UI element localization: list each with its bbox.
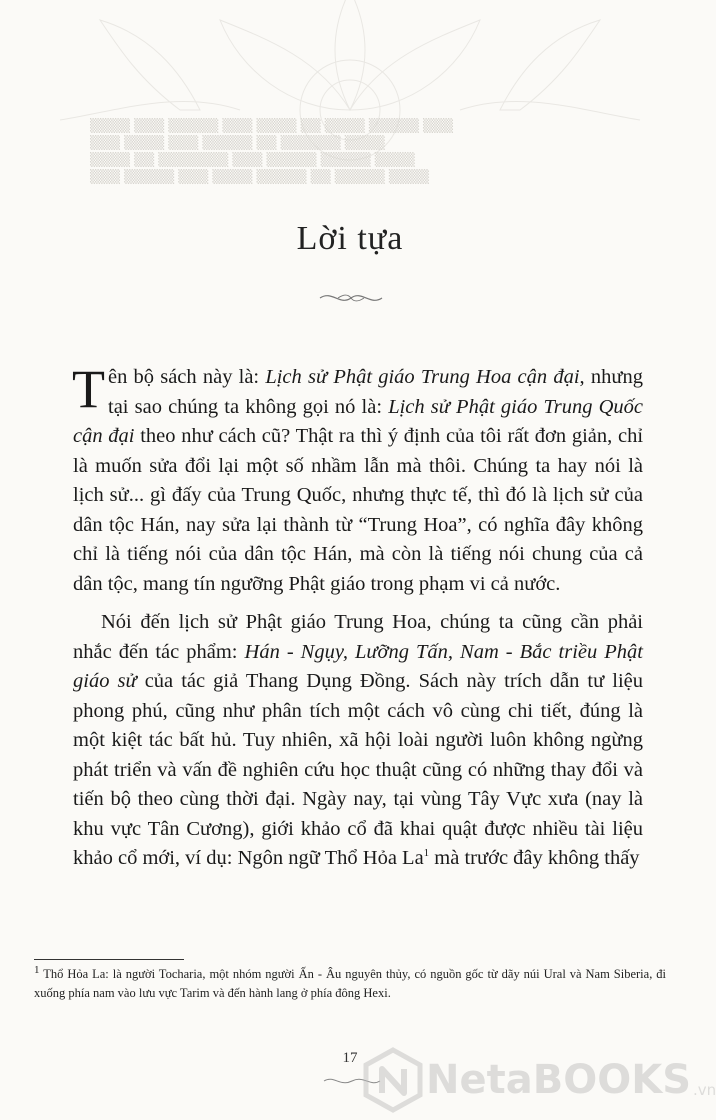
footnote-divider: [34, 959, 184, 960]
preface-body: [72, 359, 644, 874]
watermark-brand: NetaBOOKS: [426, 1057, 692, 1103]
netabooks-n-logo-icon: [362, 1047, 424, 1113]
title-flourish-icon: [318, 288, 384, 308]
bleed-through-text: ▒▒▒▒ ▒▒▒ ▒▒▒▒▒ ▒▒▒ ▒▒▒▒ ▒▒ ▒▒▒▒ ▒▒▒▒▒ ▒▒▒ ▒▒▒ ▒▒▒▒ ▒▒▒ ▒▒▒▒▒ ▒▒ ▒▒▒▒▒▒ ▒▒▒▒ ▒▒▒▒ ▒▒ ▒▒▒▒▒▒▒ ▒▒▒ ▒▒▒▒▒ ▒▒▒▒▒ ▒▒▒▒ ▒▒▒ ▒▒▒▒▒ ▒▒▒ ▒▒▒▒ ▒▒▒▒▒ ▒▒ ▒▒▒▒▒ ▒▒▒▒: [90, 119, 453, 185]
watermark: [362, 1045, 716, 1115]
paragraph-2: Nói đến lịch sử Phật giáo Trung Hoa, chúng ta cũng cần phải nhắc đến tác phẩm: Hán - Ngụy, Lưỡng Tấn, Nam - Bắc triều Phật giáo sử của tác giả Thang Dụng Đồng. Sách này trích dẫn tư liệu phong phú, cũng như phân tích một cách vô cùng chi tiết, đúng là một kiệt tác bất hủ. Tuy nhiên, xã hội loài người luôn không ngừng phát triển và vấn đề nghiên cứu học thuật cũng có những thay đổi và tiến bộ theo cùng thời đại. Ngày nay, tại vùng Tây Vực xưa (nay là khu vực Tân Cương), giới khảo cổ đã khai quật được nhiều tài liệu khảo cổ mới, ví dụ: Ngôn ngữ Thổ Hỏa La$^1$ mà trước đây không thấy: [73, 611, 643, 869]
paragraph-1: Tên bộ sách này là: Lịch sử Phật giáo Trung Hoa cận đại, nhưng tại sao chúng ta không gọi nó là: Lịch sử Phật giáo Trung Quốc cận đại theo như cách cũ? Thật ra thì ý định của tôi rất đơn giản, chỉ là muốn sửa đổi lại một số nhầm lẫn mà thôi. Chúng ta hay nói là lịch sử... gì đấy của Trung Quốc, nhưng thực tế, thì đó là lịch sử của dân tộc Hán, nay sửa lại thành từ “Trung Hoa”, có nghĩa đây không chỉ là tiếng nói của dân tộc Hán, mà còn là tiếng nói chung của cả dân tộc, mang tín ngưỡng Phật giáo trong phạm vi cả nước.: [72, 359, 644, 595]
page-title: Lời tựa: [296, 220, 404, 257]
footnote-reference[interactable]: 1: [423, 847, 430, 860]
drop-cap: T: [72, 359, 105, 419]
footnote: $^1$ Thổ Hỏa La: là người Tocharia, một nhóm người Ấn - Âu nguyên thủy, có nguồn gốc từ dãy núi Ural và Nam Siberia, đi xuống phía nam vào lưu vực Tarim và đến hành lang ở phía đông Hexi.: [34, 963, 666, 1000]
watermark-suffix: .vn: [693, 1081, 716, 1099]
page-number: 17: [342, 1050, 358, 1066]
footnote-marker: 1: [34, 963, 40, 976]
